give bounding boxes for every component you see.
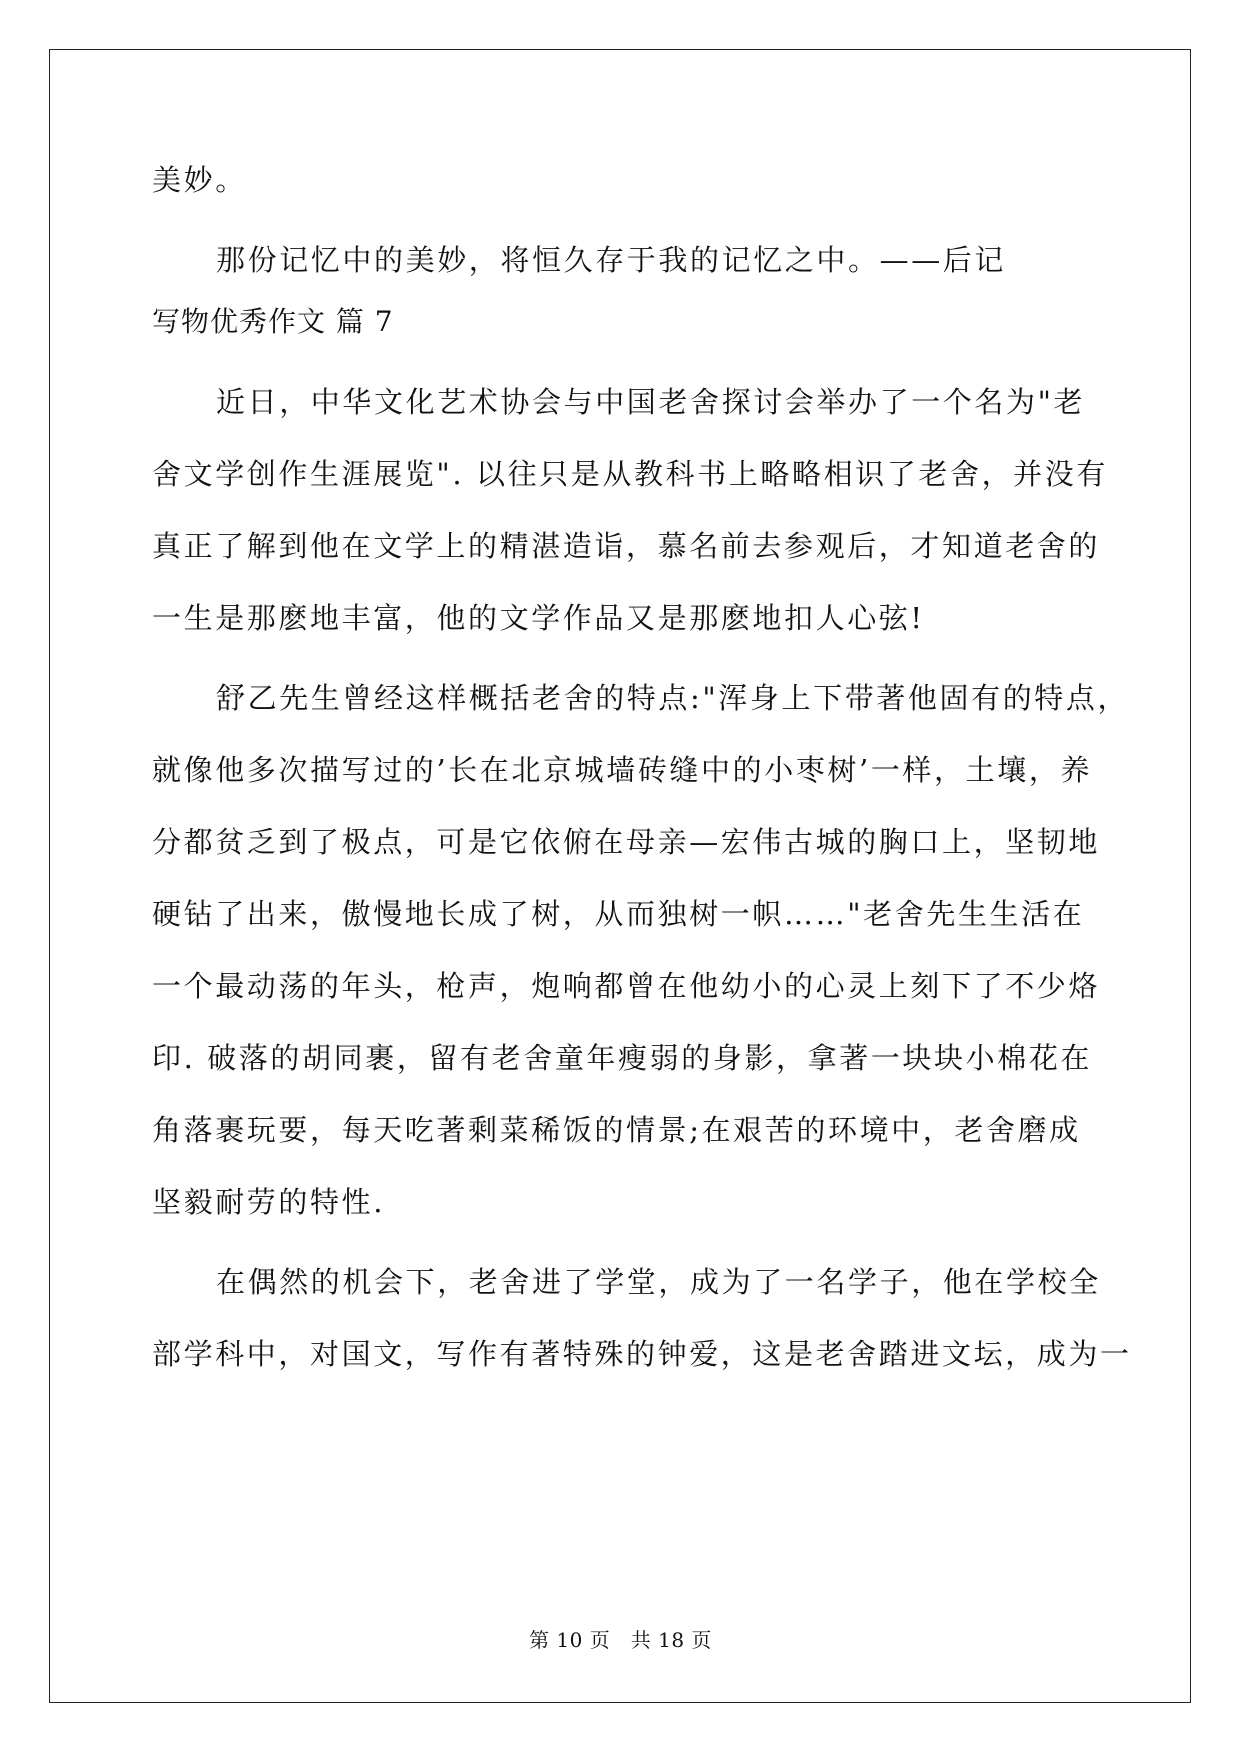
paragraph-line: 印. 破落的胡同裹，留有老舍童年瘦弱的身影，拿著一块块小棉花在 xyxy=(152,1041,1093,1075)
paragraph-line: 真正了解到他在文学上的精湛造诣，慕名前去参观后，才知道老舍的 xyxy=(152,529,1101,563)
paragraph-line: 近日，中华文化艺术协会与中国老舍探讨会举办了一个名为"老 xyxy=(216,385,1086,419)
paragraph-line: 坚毅耐劳的特性. xyxy=(152,1185,386,1219)
paragraph-line: 美妙。 xyxy=(152,163,247,197)
paragraph-line: 分都贫乏到了极点，可是它依俯在母亲—宏伟古城的胸口上，坚韧地 xyxy=(152,825,1101,859)
paragraph-line: 舒乙先生曾经这样概括老舍的特点:"浑身上下带著他固有的特点， xyxy=(216,681,1130,715)
paragraph-line: 角落裹玩要，每天吃著剩菜稀饭的情景;在艰苦的环境中，老舍磨成 xyxy=(152,1113,1081,1147)
paragraph-line: 就像他多次描写过的’长在北京城墙砖缝中的小枣树’一样，土壤，养 xyxy=(152,753,1093,787)
paragraph-line: 在偶然的机会下，老舍进了学堂，成为了一名学子，他在学校全 xyxy=(216,1265,1101,1299)
paragraph-line: 硬钻了出来，傲慢地长成了树，从而独树一帜……"老舍先生生活在 xyxy=(152,897,1085,931)
section-heading: 写物优秀作文 篇 7 xyxy=(152,305,394,338)
paragraph-line: 一生是那麽地丰富，他的文学作品又是那麽地扣人心弦! xyxy=(152,601,925,635)
paragraph-line: 舍文学创作生涯展览". 以往只是从教科书上略略相识了老舍，并没有 xyxy=(152,457,1108,491)
paragraph-line: 一个最动荡的年头，枪声，炮响都曾在他幼小的心灵上刻下了不少烙 xyxy=(152,969,1101,1003)
document-body xyxy=(152,160,1132,1374)
paragraph-line: 部学科中，对国文，写作有著特殊的钟爱，这是老舍踏进文坛，成为一 xyxy=(152,1337,1132,1371)
paragraph-line: 那份记忆中的美妙，将恒久存于我的记忆之中。——后记 xyxy=(216,243,1007,277)
page-number-footer: 第 10 页 共 18 页 xyxy=(529,1628,712,1652)
